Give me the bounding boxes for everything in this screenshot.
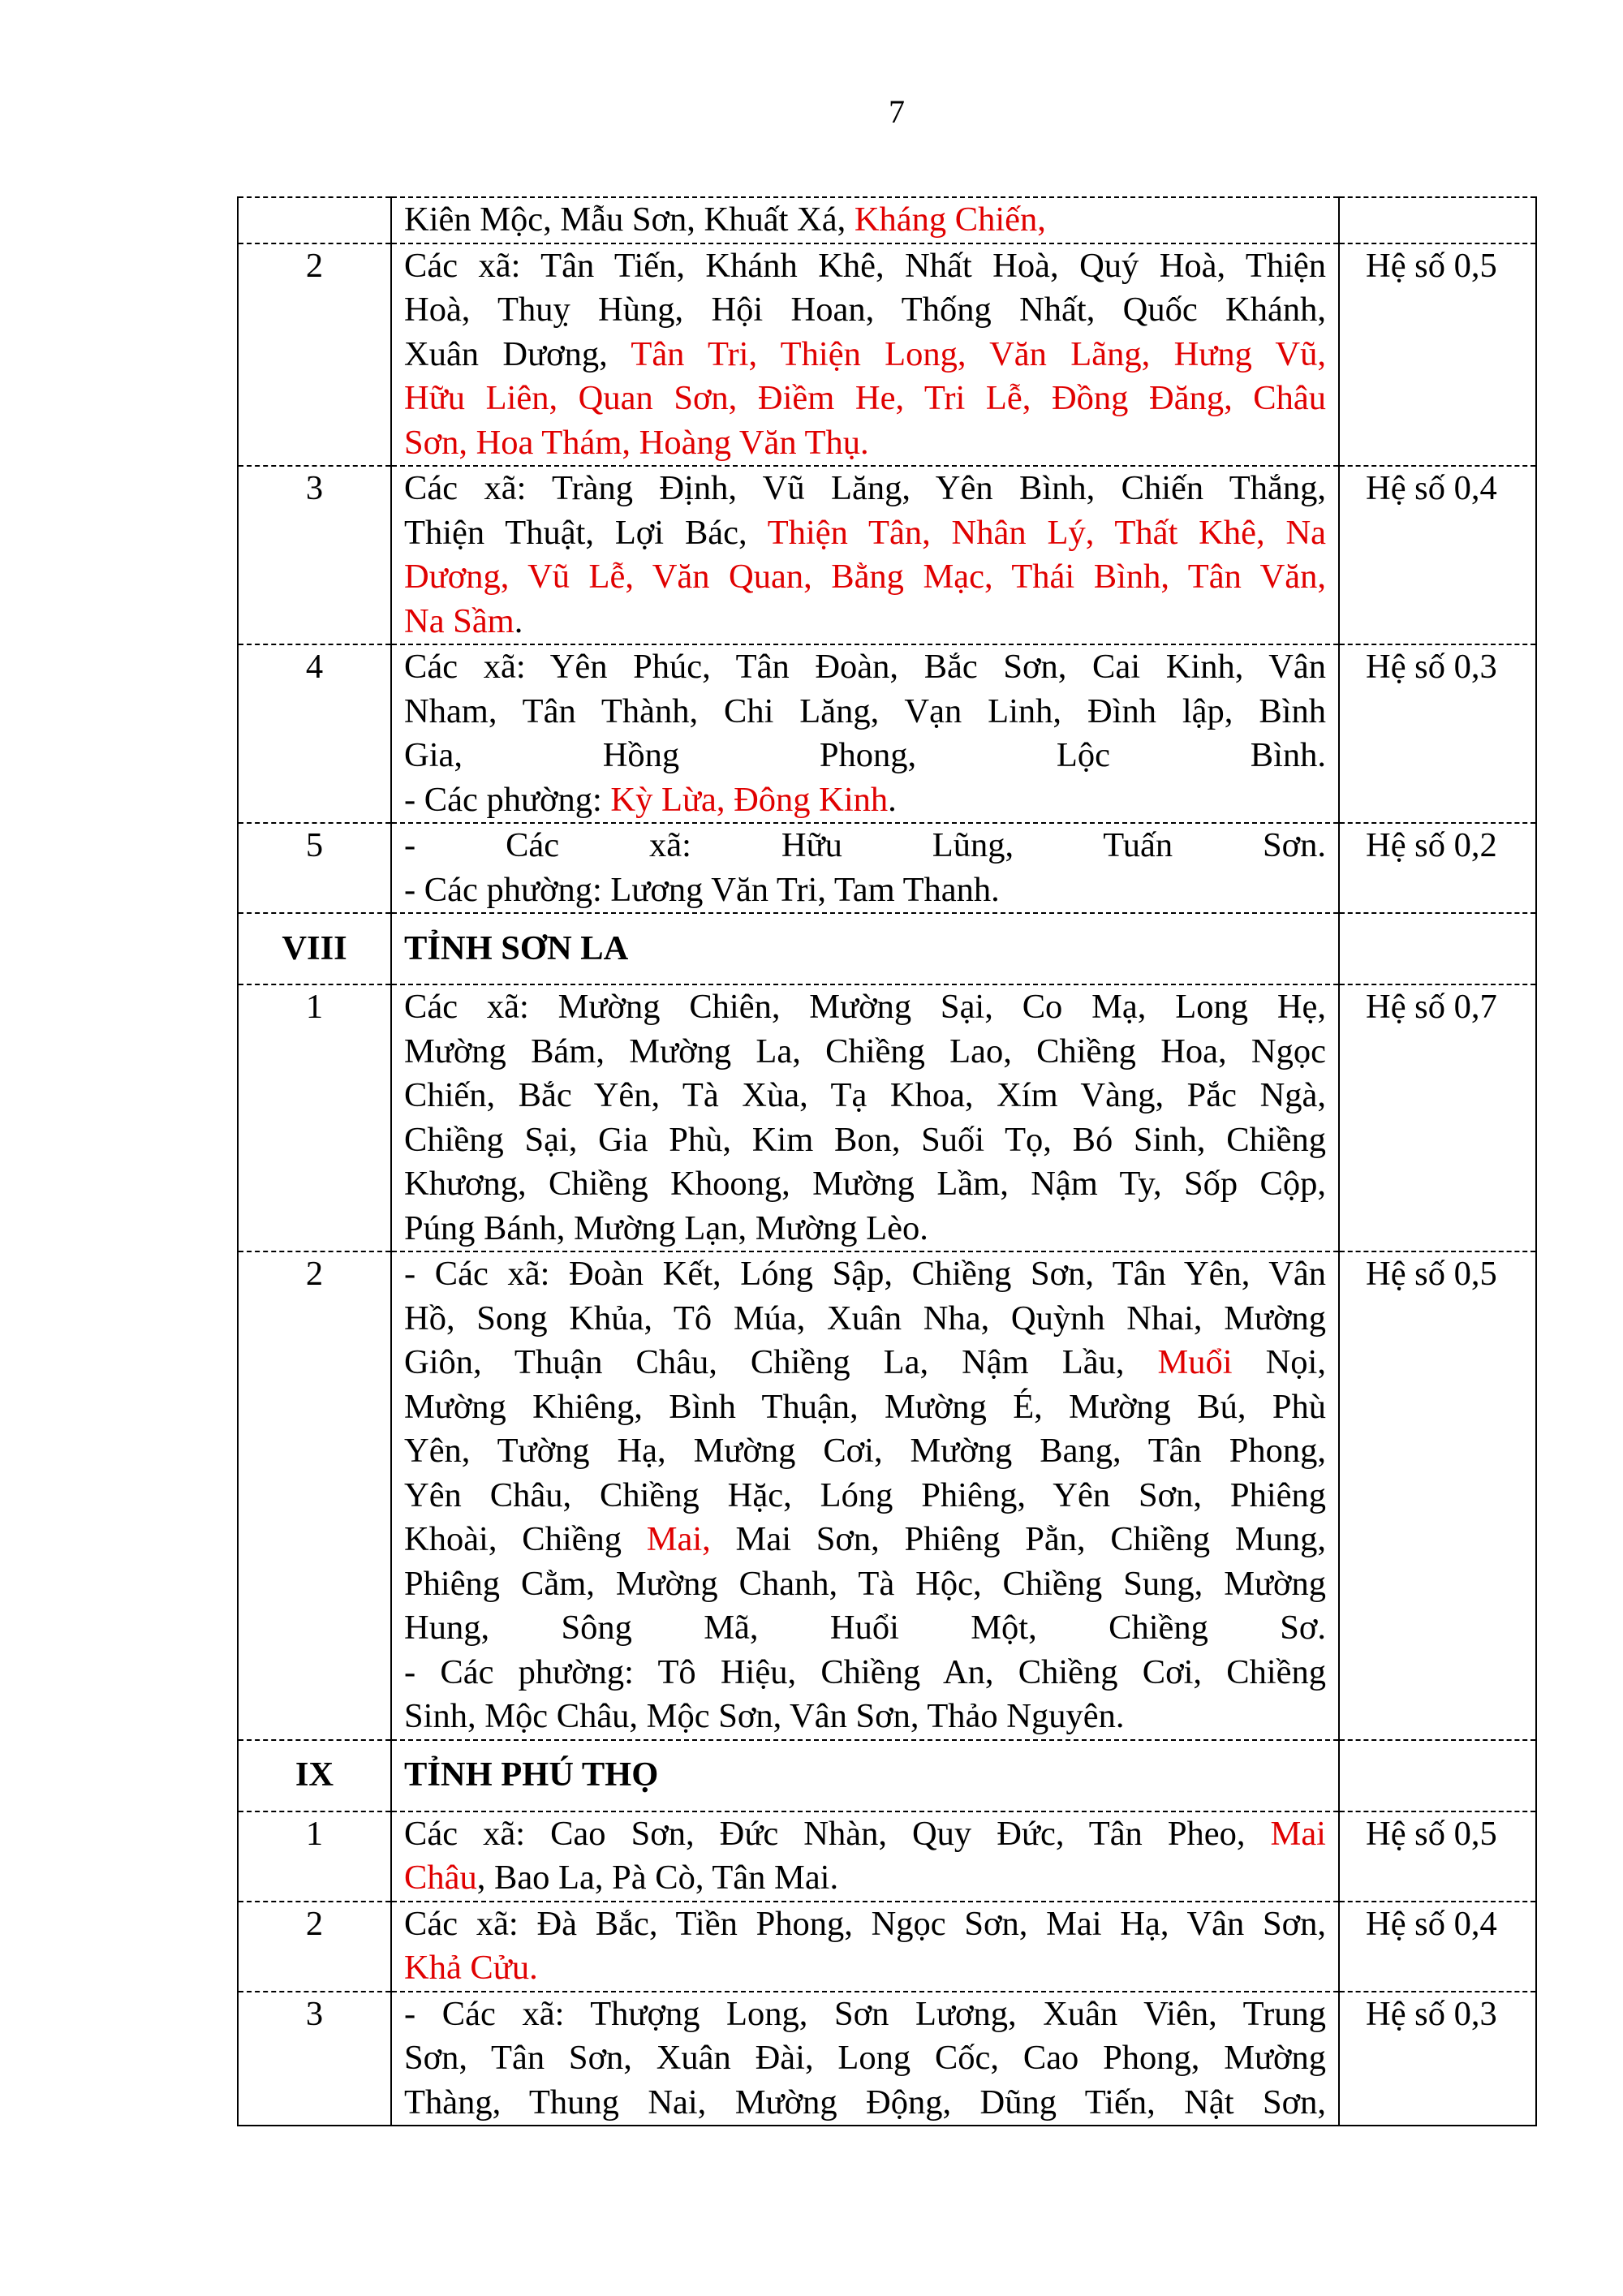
text-line [404,1562,1326,1607]
highlighted-text: Thiện Tân, Nhân Lý, Thất Khê, Na [767,513,1327,552]
text-segment: Thàng, Thung Nai, Mường Động, Dũng Tiến, Nật Sơn, [404,2083,1326,2122]
commune-list [391,644,1339,823]
text-line [404,1341,1326,1385]
commune-list [391,1902,1339,1992]
text-line [404,1030,1326,1075]
coefficient-cell: Hệ số 0,3 [1339,1992,1536,2126]
commune-list [391,1251,1339,1740]
text-segment: Yên Châu, Chiềng Hặc, Lóng Phiêng, Yên Sơn, Phiêng [404,1475,1326,1514]
province-number: VIII [238,913,391,984]
table-row [238,644,1536,823]
text-segment: Thiện Thuật, Lợi Bác, [404,513,768,552]
text-segment: Gia, Hồng Phong, Lộc Bình. [404,736,1326,774]
text-line [404,600,1326,644]
text-line [404,288,1326,333]
coefficient-table [237,196,1537,2126]
table-row [238,466,1536,644]
coefficient-cell: Hệ số 0,4 [1339,1902,1536,1992]
province-row [238,1740,1536,1811]
province-row [238,913,1536,984]
commune-list [391,1811,1339,1902]
text-segment: Các xã: Yên Phúc, Tân Đoàn, Bắc Sơn, Cai Kinh, Vân [404,648,1326,686]
table-row [238,1902,1536,1992]
text-line [404,645,1326,690]
text-segment: Nọi, [1232,1343,1326,1381]
table-row [238,823,1536,913]
row-number: 4 [238,644,391,823]
commune-list [391,243,1339,467]
coefficient-cell: Hệ số 0,3 [1339,644,1536,823]
text-segment: Kiên Mộc, Mẫu Sơn, Khuất Xá, [404,200,855,239]
row-number: 3 [238,1992,391,2126]
table-row [238,984,1536,1251]
text-line [404,1252,1326,1297]
text-segment: - Các xã: Thượng Long, Sơn Lương, Xuân Viên, Trung [404,1994,1326,2033]
highlighted-text: Na Sầm [404,601,514,640]
text-segment: Khoài, Chiềng [404,1520,647,1558]
coefficient-cell: Hệ số 0,2 [1339,823,1536,913]
row-number: 2 [238,1902,391,1992]
text-line [404,467,1326,511]
text-line [404,198,1326,243]
commune-list [391,1992,1339,2126]
coefficient-cell: Hệ số 0,5 [1339,1251,1536,1740]
table-row [238,243,1536,467]
coefficient-cell: Hệ số 0,7 [1339,984,1536,1251]
text-segment: . [514,601,523,640]
text-line [404,1518,1326,1562]
text-line [404,868,1326,913]
text-segment: Các xã: Tràng Định, Vũ Lăng, Yên Bình, Chiến Thắng, [404,469,1326,507]
text-segment: Giôn, Thuận Châu, Chiềng La, Nậm Lầu, [404,1343,1158,1381]
highlighted-text: Tân Tri, Thiện Long, Văn Lãng, Hưng Vũ, [631,334,1326,373]
text-line [404,1606,1326,1651]
text-line [404,2036,1326,2081]
commune-list [391,984,1339,1251]
text-segment: Mường Bám, Mường La, Chiềng Lao, Chiềng Hoa, Ngọc [404,1032,1326,1070]
coefficient-cell: Hệ số 0,5 [1339,243,1536,467]
text-line [404,333,1326,377]
text-line [404,1902,1326,1947]
text-segment: Mường Khiêng, Bình Thuận, Mường É, Mường Bú, Phù [404,1387,1326,1426]
text-segment: Chiến, Bắc Yên, Tà Xùa, Tạ Khoa, Xím Vàng, Pắc Ngà, [404,1076,1326,1114]
text-segment: Sinh, Mộc Châu, Mộc Sơn, Vân Sơn, Thảo Nguyên. [404,1697,1125,1735]
row-number [238,197,391,243]
highlighted-text: Kháng Chiến, [854,200,1046,239]
text-segment: . [888,780,897,819]
highlighted-text: Hữu Liên, Quan Sơn, Điềm He, Tri Lễ, Đồng Đăng, Châu [404,379,1326,417]
coefficient-cell [1339,1740,1536,1811]
province-name: TỈNH PHÚ THỌ [391,1740,1339,1811]
table-row [238,1992,1536,2126]
highlighted-text: Sơn, Hoa Thám, Hoàng Văn Thụ. [404,423,869,462]
text-line [404,1856,1326,1901]
text-segment: Hung, Sông Mã, Huổi Một, Chiềng Sơ. [404,1609,1326,1647]
text-line [404,377,1326,421]
highlighted-text: Kỳ Lừa, Đông Kinh [610,780,889,819]
text-segment: Xuân Dương, [404,334,631,373]
text-line [404,511,1326,556]
text-segment: , Bao La, Pà Cò, Tân Mai. [476,1859,839,1897]
text-line [404,1474,1326,1518]
text-segment: - Các xã: Hữu Lũng, Tuấn Sơn. [404,826,1326,864]
text-segment: Các xã: Đà Bắc, Tiền Phong, Ngọc Sơn, Mai Hạ, Vân Sơn, [404,1904,1326,1943]
table-row [238,197,1536,243]
province-name: TỈNH SƠN LA [391,913,1339,984]
text-segment: - Các phường: [404,780,611,819]
text-segment: Chiềng Sại, Gia Phù, Kim Bon, Suối Tọ, Bó Sinh, Chiềng [404,1120,1326,1159]
highlighted-text: Mai [1270,1814,1326,1853]
highlighted-text: Khả Cửu. [404,1949,538,1987]
text-line [404,1651,1326,1695]
commune-list [391,197,1339,243]
text-line [404,824,1326,868]
coefficient-cell: Hệ số 0,5 [1339,1811,1536,1902]
text-segment: Các xã: Tân Tiến, Khánh Khê, Nhất Hoà, Quý Hoà, Thiện [404,246,1326,285]
text-line [404,690,1326,734]
text-line [404,1992,1326,2037]
text-line [404,2081,1326,2126]
text-line [404,1946,1326,1991]
province-number: IX [238,1740,391,1811]
text-line [404,1207,1326,1251]
row-number: 3 [238,466,391,644]
coefficient-cell: Hệ số 0,4 [1339,466,1536,644]
text-segment: Nham, Tân Thành, Chi Lăng, Vạn Linh, Đình lập, Bình [404,691,1326,730]
highlighted-text: Mai, [646,1520,711,1558]
coefficient-cell [1339,197,1536,243]
text-segment: Púng Bánh, Mường Lạn, Mường Lèo. [404,1208,928,1247]
text-segment: Phiêng Cằm, Mường Chanh, Tà Hộc, Chiềng Sung, Mường [404,1564,1326,1603]
text-line [404,1812,1326,1857]
text-line [404,244,1326,289]
text-line [404,1429,1326,1474]
highlighted-text: Châu [404,1859,477,1897]
text-segment: Sơn, Tân Sơn, Xuân Đài, Long Cốc, Cao Phong, Mường [404,2039,1326,2077]
row-number: 1 [238,984,391,1251]
text-line [404,734,1326,778]
text-segment: Mai Sơn, Phiêng Pằn, Chiềng Mung, [710,1520,1326,1558]
text-segment: Hồ, Song Khủa, Tô Múa, Xuân Nha, Quỳnh Nhai, Mường [404,1299,1326,1338]
text-line [404,555,1326,600]
row-number: 2 [238,243,391,467]
row-number: 1 [238,1811,391,1902]
highlighted-text: Dương, Vũ Lễ, Văn Quan, Bằng Mạc, Thái Bình, Tân Văn, [404,558,1326,596]
text-segment: - Các phường: Lương Văn Tri, Tam Thanh. [404,870,1000,909]
row-number: 2 [238,1251,391,1740]
text-segment: Hoà, Thuỵ Hùng, Hội Hoan, Thống Nhất, Quốc Khánh, [404,291,1326,329]
row-number: 5 [238,823,391,913]
coefficient-cell [1339,913,1536,984]
highlighted-text: Muổi [1157,1343,1233,1381]
commune-list [391,823,1339,913]
text-line [404,1162,1326,1207]
text-segment: Yên, Tường Hạ, Mường Cơi, Mường Bang, Tân Phong, [404,1432,1326,1470]
text-line [404,421,1326,466]
text-line [404,985,1326,1030]
text-segment: - Các phường: Tô Hiệu, Chiềng An, Chiềng Cơi, Chiềng [404,1652,1326,1691]
text-line [404,1118,1326,1163]
table-body [238,197,1536,2126]
text-line [404,1695,1326,1739]
text-line [404,1074,1326,1118]
text-segment: Các xã: Mường Chiên, Mường Sại, Co Mạ, Long Hẹ, [404,988,1326,1026]
text-line [404,778,1326,823]
text-segment: - Các xã: Đoàn Kết, Lóng Sập, Chiềng Sơn, Tân Yên, Vân [404,1255,1326,1293]
text-segment: Khương, Chiềng Khoong, Mường Lầm, Nậm Ty, Sốp Cộp, [404,1165,1326,1203]
table-row [238,1251,1536,1740]
text-line [404,1297,1326,1342]
page-number: 7 [889,93,905,130]
table-row [238,1811,1536,1902]
commune-list [391,466,1339,644]
text-line [404,1385,1326,1430]
text-segment: Các xã: Cao Sơn, Đức Nhàn, Quy Đức, Tân Pheo, [404,1814,1271,1853]
